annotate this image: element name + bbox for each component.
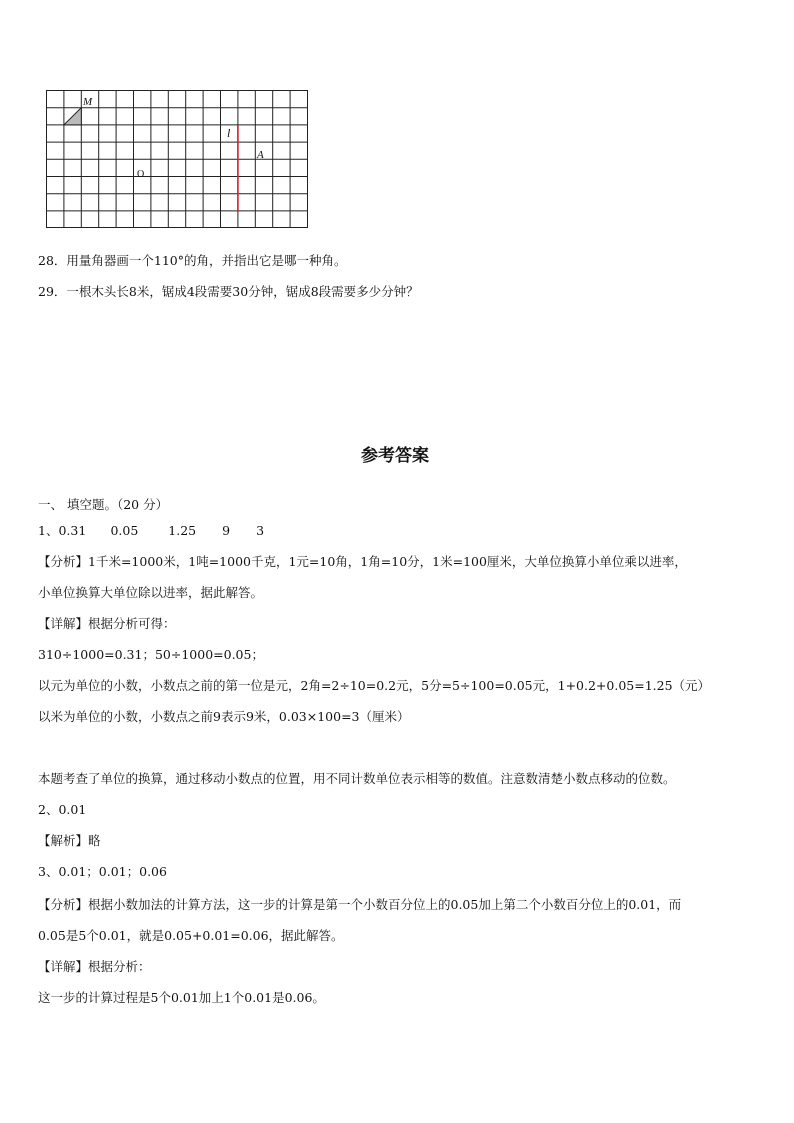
answer-1-detail-3: 以米为单位的小数，小数点之前9表示9米，0.03×100=3（厘米）: [38, 709, 410, 724]
label-m: M: [83, 96, 93, 108]
answer-1-detail-2: 以元为单位的小数，小数点之前的第一位是元，2角=2÷10=0.2元，5分=5÷100=0.05元，1+0.2+0.05=1.25（元）: [38, 678, 711, 693]
answer-1-detail-head: 【详解】根据分析可得：: [38, 616, 176, 631]
grid-svg: [46, 90, 308, 228]
answers-title: 参考答案: [361, 446, 429, 466]
label-l: l: [227, 126, 231, 140]
grid-figure: [46, 90, 308, 228]
answer-3-analysis-1: 【分析】根据小数加法的计算方法，这一步的计算是第一个小数百分位上的0.05加上第二个小数百分位上的0.01，而: [38, 897, 682, 912]
section-heading: 一、 填空题。（20 分）: [38, 497, 169, 512]
answer-3-detail-head: 【详解】根据分析：: [38, 959, 151, 974]
answer-1-values: [38, 521, 264, 539]
answer-1-detail-1: 310÷1000=0.31；50÷1000=0.05；: [38, 647, 264, 662]
grid-lines: [46, 90, 308, 228]
label-o: O: [137, 169, 145, 180]
answer-1-analysis-1: 【分析】1千米=1000米，1吨=1000千克，1元=10角，1角=10分，1米=100厘米，大单位换算小单位乘以进率，: [38, 554, 687, 569]
answer-1-value: 3: [256, 523, 265, 538]
answer-3-analysis-2: 0.05是5个0.01，就是0.05+0.01=0.06，据此解答。: [38, 928, 344, 943]
answer-1-value: 9: [222, 523, 231, 538]
answer-3: 3、0.01；0.01；0.06: [38, 864, 167, 879]
answer-1-analysis-2: 小单位换算大单位除以进率，据此解答。: [38, 585, 264, 600]
answer-1-value: 1.25: [168, 523, 197, 538]
answer-3-detail-1: 这一步的计算过程是5个0.01加上1个0.01是0.06。: [38, 990, 325, 1005]
answer-2: 2、0.01: [38, 802, 87, 817]
label-a: A: [257, 149, 264, 161]
question-28: 28．用量角器画一个110°的角，并指出它是哪一种角。: [38, 253, 347, 268]
question-29: 29．一根木头长8米，锯成4段需要30分钟，锯成8段需要多少分钟？: [38, 284, 419, 299]
answer-1-value: 0.05: [110, 523, 139, 538]
answer-1-summary: 本题考查了单位的换算，通过移动小数点的位置，用不同计数单位表示相等的数值。注意数清楚小数点移动的位数。: [38, 771, 676, 786]
answer-2-analysis: 【解析】略: [38, 833, 101, 848]
answer-1-value: 0.31: [58, 523, 87, 538]
shaded-triangle: [64, 108, 81, 125]
answer-1-label: 1、: [38, 523, 59, 538]
